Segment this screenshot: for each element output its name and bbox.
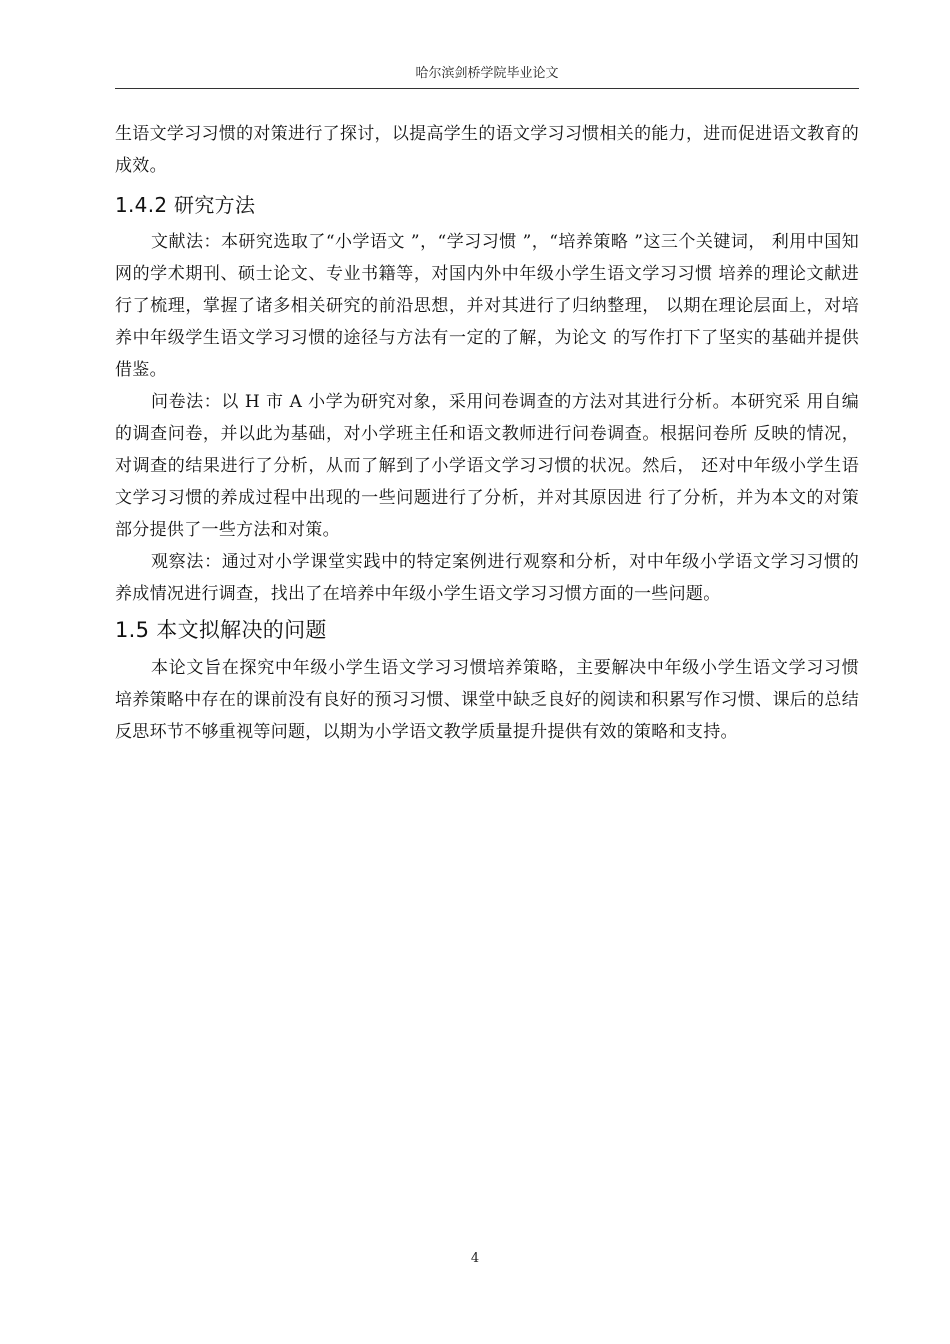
page-number: 4: [470, 1251, 480, 1266]
page-body: [115, 118, 859, 748]
section-heading-1-5: 1.5 本文拟解决的问题: [115, 618, 327, 642]
running-header: 哈尔滨剑桥学院毕业论文: [415, 66, 559, 81]
paragraph-problems-to-solve: 本论文旨在探究中年级小学生语文学习习惯培养策略，主要解决中年级小学生语文学习习惯培养策略中存在的课前没有良好的预习习惯、课堂中缺乏良好的阅读和积累写作习惯、课后的总结反思环节不够重视等问题，以期为小学语文教学质量提升提供有效的策略和支持。: [115, 658, 859, 742]
paragraph-literature-method: 文献法：本研究选取了“小学语文 ”，“学习习惯 ”，“培养策略 ”这三个关键词， 利用中国知网的学术期刊、硕士论文、专业书籍等，对国内外中年级小学生语文学习习惯 培养的理论文献进行了梳理，掌握了诸多相关研究的前沿思想，并对其进行了归纳整理， 以期在理论层面上，对培养中年级学生语文学习习惯的途径与方法有一定的了解，为论文 的写作打下了坚实的基础并提供借鉴。: [115, 232, 859, 380]
continuation-paragraph: 生语文学习习惯的对策进行了探讨，以提高学生的语文学习习惯相关的能力，进而促进语文教育的成效。: [115, 124, 859, 176]
paragraph-observation-method: 观察法：通过对小学课堂实践中的特定案例进行观察和分析，对中年级小学语文学习习惯的养成情况进行调查，找出了在培养中年级小学生语文学习习惯方面的一些问题。: [115, 552, 859, 604]
section-heading-1-4-2: 1.4.2 研究方法: [115, 193, 256, 217]
paragraph-questionnaire-method: 问卷法：以 H 市 A 小学为研究对象，采用问卷调查的方法对其进行分析。本研究采 用自编的调查问卷，并以此为基础，对小学班主任和语文教师进行问卷调查。根据问卷所 反映的情况，对调查的结果进行了分析，从而了解到了小学语文学习习惯的状况。然后， 还对中年级小学生语文学习习惯的养成过程中出现的一些问题进行了分析，并对其原因进 行了分析，并为本文的对策部分提供了一些方法和对策。: [115, 392, 859, 540]
header-rule: [115, 88, 859, 89]
